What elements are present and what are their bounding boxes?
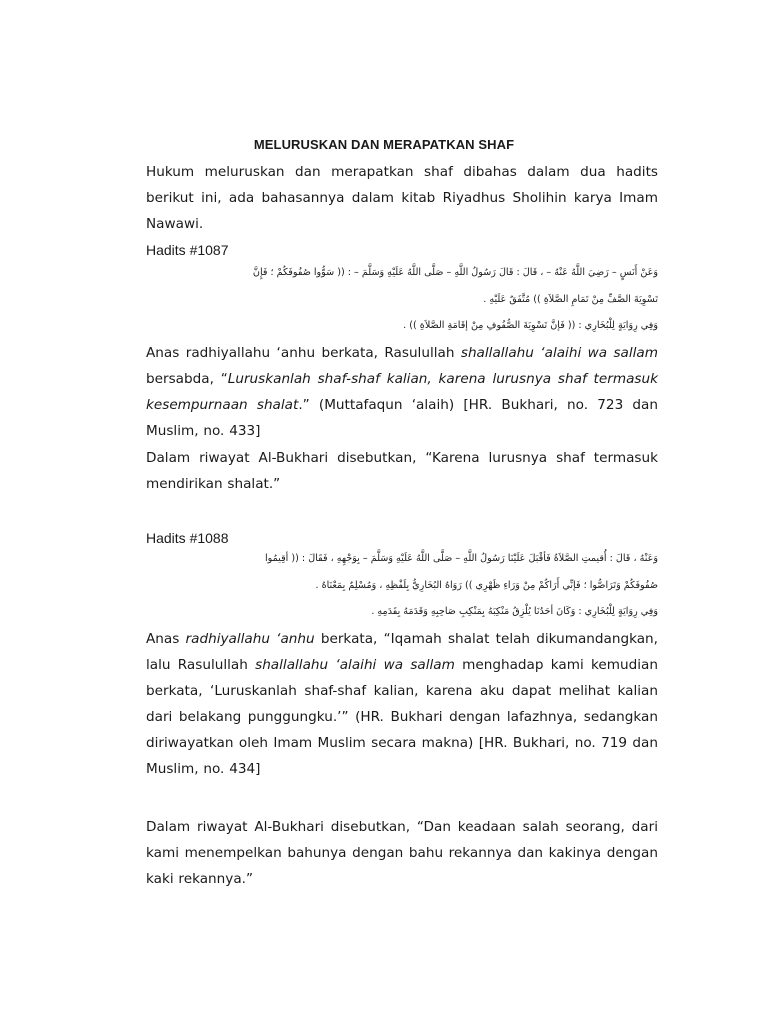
hadith-1088-translation: Anas radhiyallahu ‘anhu berkata, “Iqamah shalat telah dikumandangkan, lalu Rasulullah shallallahu ‘alaihi wa sallam menghadap kami kemudian berkata, ‘Luruskanlah shaf-shaf kalian, karena aku dapat melihat kalian dari belakang punggungku.’” (HR. Bukhari dengan lafazhnya, sedangkan diriwayatkan oleh Imam Muslim secara makna) [HR. Bukhari, no. 719 dan Muslim, no. 434] xyxy=(146,631,658,777)
hadith-1087-arabic-line-2: تَسْوِيَةَ الصَّفِّ مِنْ تَمَامِ الصَّلاَةِ )) مُتَّفَقٌ عَلَيْهِ . xyxy=(483,294,658,305)
hadith-1088-arabic-line-3: وَفِي رِوَايَةٍ لِلْبُخَارِي : وَكَانَ أحَدُنَا يُلْزِقُ مَنْكِبَهُ بِمَنْكِبِ صَاحِبِهِ وَقَدَمَهُ بِقَدَمِهِ . xyxy=(371,606,658,617)
page-title: MELURUSKAN DAN MERAPATKAN SHAF xyxy=(253,137,515,152)
hadith-1087-arabic-line-1: وَعَنْ أَنَسٍ – رَضِيَ اللَّهُ عَنْهُ – ، قَالَ : قَالَ رَسُولُ اللَّهِ – صَلَّى اللَّهُ عَلَيْهِ وَسَلَّمَ – : (( سَوُّوا صُفُوفَكُمْ ؛ فَإِنَّ xyxy=(252,267,658,278)
hadith-1088-arabic-line-1: وَعَنْهُ ، قَالَ : أُقيمتِ الصَّلاَةُ فَأقْبَلَ عَلَيْنَا رَسُولُ اللَّهِ – صَلَّى اللَّهُ عَلَيْهِ وَسَلَّمَ – بِوَجْهِهِ ، فَقَالَ : (( أقِيمُوا xyxy=(265,553,658,564)
hadith-1087-riwayat: Dalam riwayat Al-Bukhari disebutkan, “Karena lurusnya shaf termasuk mendirikan shalat.” xyxy=(146,450,658,492)
hadith-1087-translation: Anas radhiyallahu ‘anhu berkata, Rasulullah shallallahu ‘alaihi wa sallam bersabda, “Luruskanlah shaf-shaf kalian, karena lurusnya shaf termasuk kesempurnaan shalat.” (Muttafaqun ‘alaih) [HR. Bukhari, no. 723 dan Muslim, no. 433] xyxy=(146,345,659,439)
hadith-1087-arabic-line-3: وَفِي رِوَايَةٍ لِلْبُخَارِي : (( فَإنَّ تَسْوِيَةَ الصُّفُوفِ مِنْ إقَامَةِ الصَّلاَةِ )) . xyxy=(403,320,658,331)
hadith-1088-arabic-line-2: صُفُوفَكُمْ وَتَرَاصُّوا ؛ فَإنِّي أَرَاكُمْ مِنْ وَرَاءِ ظَهْرِي )) رَوَاهُ البُخَارِيُّ بِلَفْظِهِ ، وَمُسْلِمٌ بِمَعْنَاهُ . xyxy=(315,580,658,591)
hadith-1088-heading: Hadits #1088 xyxy=(146,530,229,546)
intro-paragraph: Hukum meluruskan dan merapatkan shaf dibahas dalam dua hadits berikut ini, ada bahasannya dalam kitab Riyadhus Sholihin karya Imam Nawawi. xyxy=(146,164,658,232)
hadith-1088-riwayat: Dalam riwayat Al-Bukhari disebutkan, “Dan keadaan salah seorang, dari kami menempelkan bahunya dengan bahu rekannya dan kakinya dengan kaki rekannya.” xyxy=(146,819,658,887)
hadith-1087-heading: Hadits #1087 xyxy=(146,242,229,258)
